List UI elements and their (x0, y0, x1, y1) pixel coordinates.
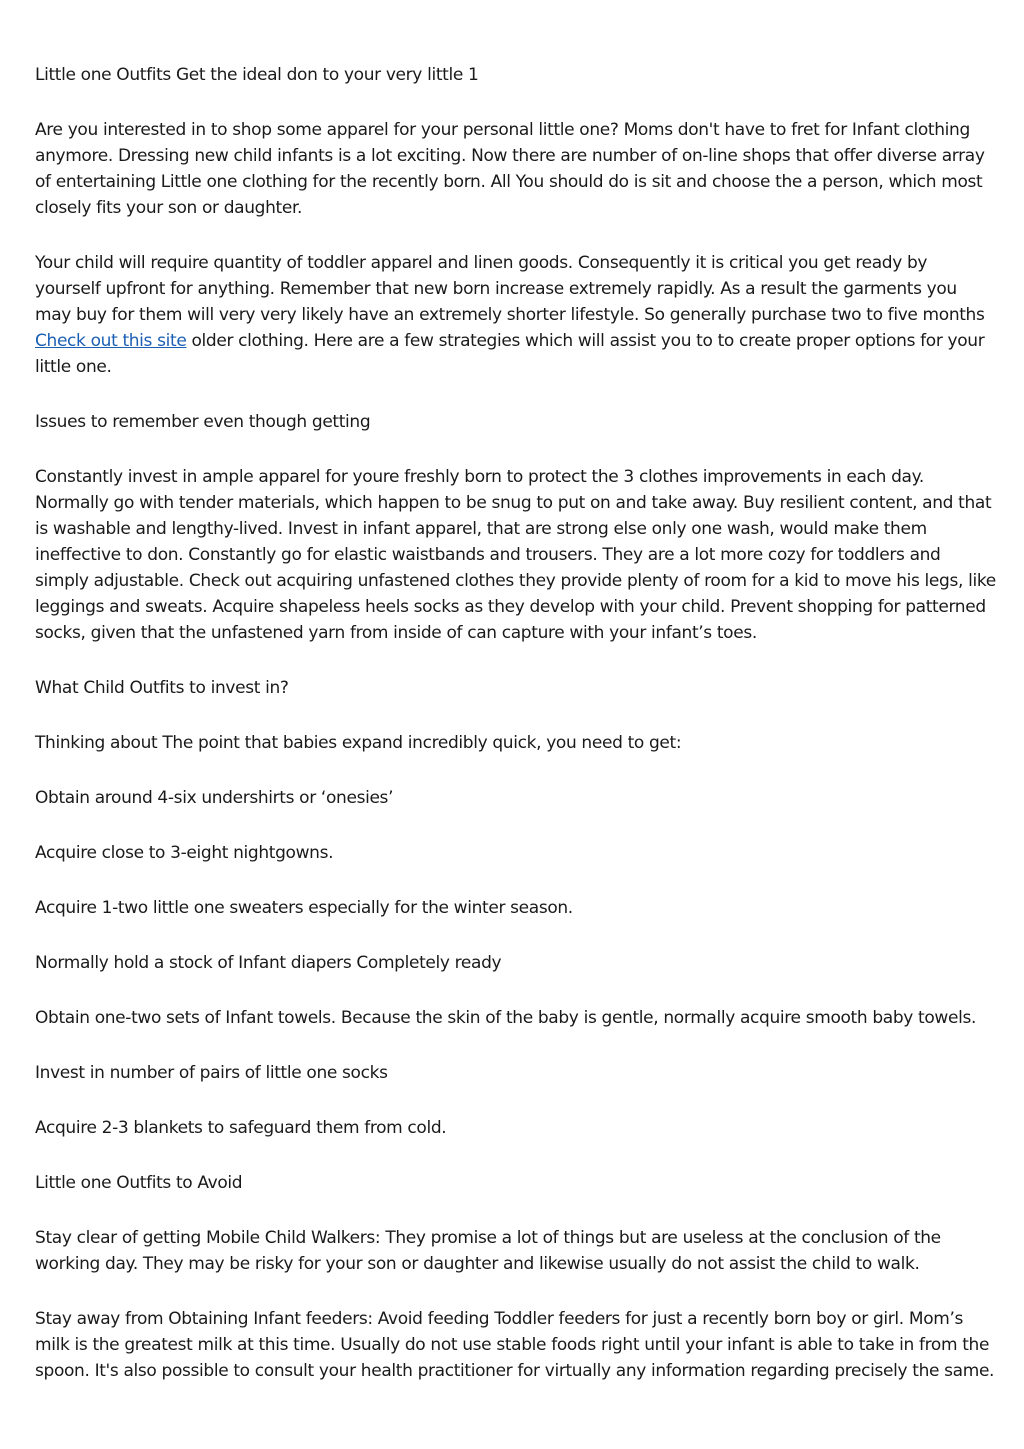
list-item: Acquire 1-two little one sweaters especially for the winter season. (35, 898, 573, 918)
document-body (35, 62, 997, 1413)
avoid-heading: Little one Outfits to Avoid (35, 1173, 243, 1193)
growth-paragraph (35, 250, 997, 380)
growth-paragraph-text-end: older clothing. Here are a few strategies which will assist you to to create proper options for your little one. (35, 331, 985, 377)
issues-heading: Issues to remember even though getting (35, 412, 371, 432)
intro-paragraph: Are you interested in to shop some apparel for your personal little one? Moms don't have to fret for Infant clothing anymore. Dressing new child infants is a lot exciting. Now there are number of on-line shops that offer diverse array of entertaining Little one clothing for the recently born. All You should do is sit and choose the a person, which most closely fits your son or daughter. (35, 120, 985, 218)
walkers-paragraph: Stay clear of getting Mobile Child Walkers: They promise a lot of things but are useless at the conclusion of the working day. They may be risky for your son or daughter and likewise usually do not assist the child to walk. (35, 1228, 941, 1274)
list-item: Obtain around 4-six undershirts or ‘onesies’ (35, 788, 394, 808)
thinking-paragraph: Thinking about The point that babies expand incredibly quick, you need to get: (35, 733, 682, 753)
list-item: Invest in number of pairs of little one socks (35, 1063, 388, 1083)
list-item: Acquire 2-3 blankets to safeguard them from cold. (35, 1118, 447, 1138)
issues-paragraph: Constantly invest in ample apparel for youre freshly born to protect the 3 clothes improvements in each day. Normally go with tender materials, which happen to be snug to put on and take away. Buy resilient content, and that is washable and lengthy-lived. Invest in infant apparel, that are strong else only one wash, would make them ineffective to don. Constantly go for elastic waistbands and trousers. They are a lot more cozy for toddlers and simply adjustable. Check out acquiring unfastened clothes they provide plenty of room for a kid to move his legs, like leggings and sweats. Acquire shapeless heels socks as they develop with your child. Prevent shopping for patterned socks, given that the unfastened yarn from inside of can capture with your infant’s toes. (35, 467, 996, 643)
check-out-site-link[interactable]: Check out this site (35, 331, 187, 351)
what-to-buy-heading: What Child Outfits to invest in? (35, 678, 289, 698)
list-item: Acquire close to 3-eight nightgowns. (35, 843, 334, 863)
feeders-paragraph: Stay away from Obtaining Infant feeders: Avoid feeding Toddler feeders for just a recently born boy or girl. Mom’s milk is the greatest milk at this time. Usually do not use stable foods right until your infant is able to take in from the spoon. It's also possible to consult your health practitioner for virtually any information regarding precisely the same. (35, 1309, 995, 1381)
list-item: Obtain one-two sets of Infant towels. Because the skin of the baby is gentle, normally acquire smooth baby towels. (35, 1008, 977, 1028)
document-title: Little one Outfits Get the ideal don to your very little 1 (35, 65, 479, 85)
growth-paragraph-text-start: Your child will require quantity of toddler apparel and linen goods. Consequently it is critical you get ready by yourself upfront for anything. Remember that new born increase extremely rapidly. As a result the garments you may buy for them will very very likely have an extremely shorter lifestyle. So generally purchase two to five months (35, 253, 985, 325)
list-item: Normally hold a stock of Infant diapers Completely ready (35, 953, 502, 973)
